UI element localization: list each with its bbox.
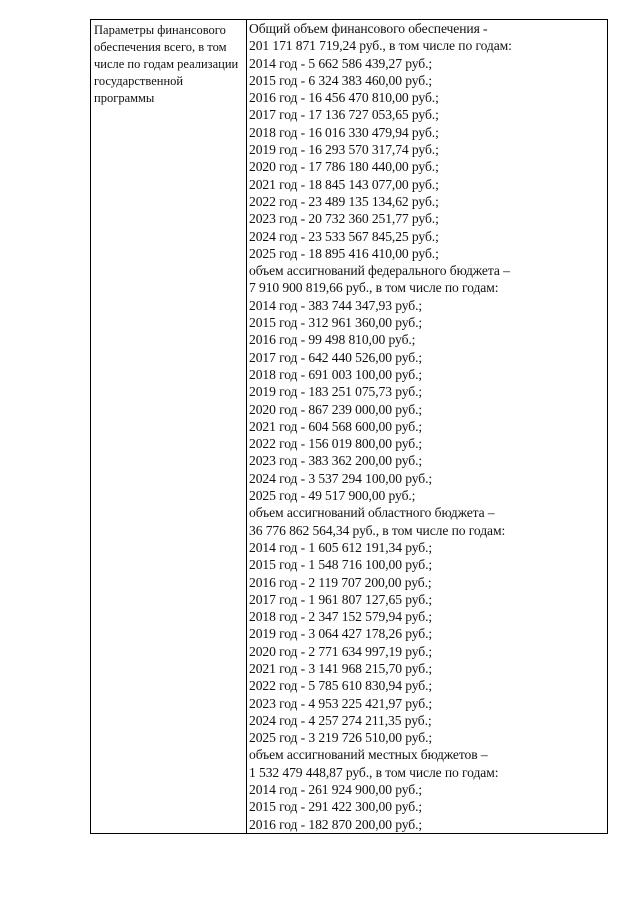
financing-line: 7 910 900 819,66 руб., в том числе по годам: (249, 280, 499, 296)
financing-line: 36 776 862 564,34 руб., в том числе по годам: (249, 522, 506, 538)
financing-line: 2014 год - 1 605 612 191,34 руб.; (249, 539, 433, 555)
financing-line: 2024 год - 4 257 274 211,35 руб.; (249, 712, 432, 728)
financing-line: 2021 год - 18 845 143 077,00 руб.; (249, 176, 439, 192)
financing-line: 2014 год - 261 924 900,00 руб.; (249, 782, 423, 798)
financing-line: 2015 год - 312 961 360,00 руб.; (249, 315, 423, 331)
financing-line: 2024 год - 3 537 294 100,00 руб.; (249, 470, 433, 486)
financing-line: 2022 год - 23 489 135 134,62 руб.; (249, 193, 439, 209)
financing-line: 2015 год - 6 324 383 460,00 руб.; (249, 72, 433, 88)
table-row (91, 20, 608, 834)
financing-line: 2015 год - 291 422 300,00 руб.; (249, 799, 423, 815)
financing-line: 2019 год - 183 251 075,73 руб.; (249, 384, 423, 400)
financing-line: 2015 год - 1 548 716 100,00 руб.; (249, 557, 433, 573)
financing-line: 2023 год - 383 362 200,00 руб.; (249, 453, 423, 469)
financing-line: объем ассигнований областного бюджета – (249, 505, 495, 521)
financing-line: объем ассигнований федерального бюджета – (249, 263, 510, 279)
financing-table (90, 19, 608, 834)
financing-content-cell (247, 20, 608, 834)
financing-line: 2017 год - 1 961 807 127,65 руб.; (249, 591, 433, 607)
financing-line: 1 532 479 448,87 руб., в том числе по годам: (249, 764, 499, 780)
financing-line: 2017 год - 642 440 526,00 руб.; (249, 349, 423, 365)
financing-line: 2025 год - 3 219 726 510,00 руб.; (249, 730, 433, 746)
financing-line: 2019 год - 3 064 427 178,26 руб.; (249, 626, 433, 642)
financing-line: 2022 год - 5 785 610 830,94 руб.; (249, 678, 433, 694)
financing-line: 201 171 871 719,24 руб., в том числе по годам: (249, 38, 512, 54)
financing-line: 2023 год - 4 953 225 421,97 руб.; (249, 695, 433, 711)
financing-line: 2023 год - 20 732 360 251,77 руб.; (249, 211, 439, 227)
financing-lines (249, 20, 603, 833)
financing-line: 2025 год - 49 517 900,00 руб.; (249, 488, 416, 504)
financing-line: 2017 год - 17 136 727 053,65 руб.; (249, 107, 439, 123)
financing-line: 2018 год - 2 347 152 579,94 руб.; (249, 609, 433, 625)
parameter-label: Параметры финансового обеспечения всего, в том числе по годам реализации государственной программы (94, 23, 239, 105)
financing-line: 2021 год - 3 141 968 215,70 руб.; (249, 660, 433, 676)
financing-line: 2018 год - 691 003 100,00 руб.; (249, 366, 423, 382)
financing-line: 2020 год - 867 239 000,00 руб.; (249, 401, 423, 417)
financing-line: 2019 год - 16 293 570 317,74 руб.; (249, 142, 439, 158)
financing-line: 2024 год - 23 533 567 845,25 руб.; (249, 228, 439, 244)
financing-line: 2020 год - 17 786 180 440,00 руб.; (249, 159, 439, 175)
financing-line: 2025 год - 18 895 416 410,00 руб.; (249, 245, 439, 261)
financing-line: Общий объем финансового обеспечения - (249, 21, 488, 36)
financing-line: 2021 год - 604 568 600,00 руб.; (249, 418, 423, 434)
financing-line: 2018 год - 16 016 330 479,94 руб.; (249, 124, 439, 140)
financing-line: 2022 год - 156 019 800,00 руб.; (249, 436, 423, 452)
financing-line: 2016 год - 182 870 200,00 руб.; (249, 816, 423, 832)
financing-line: объем ассигнований местных бюджетов – (249, 747, 488, 763)
financing-line: 2016 год - 2 119 707 200,00 руб.; (249, 574, 432, 590)
financing-line: 2020 год - 2 771 634 997,19 руб.; (249, 643, 433, 659)
financing-line: 2014 год - 383 744 347,93 руб.; (249, 297, 423, 313)
financing-line: 2016 год - 16 456 470 810,00 руб.; (249, 90, 439, 106)
financing-line: 2016 год - 99 498 810,00 руб.; (249, 332, 416, 348)
parameter-label-cell (91, 20, 247, 834)
financing-line: 2014 год - 5 662 586 439,27 руб.; (249, 55, 433, 71)
